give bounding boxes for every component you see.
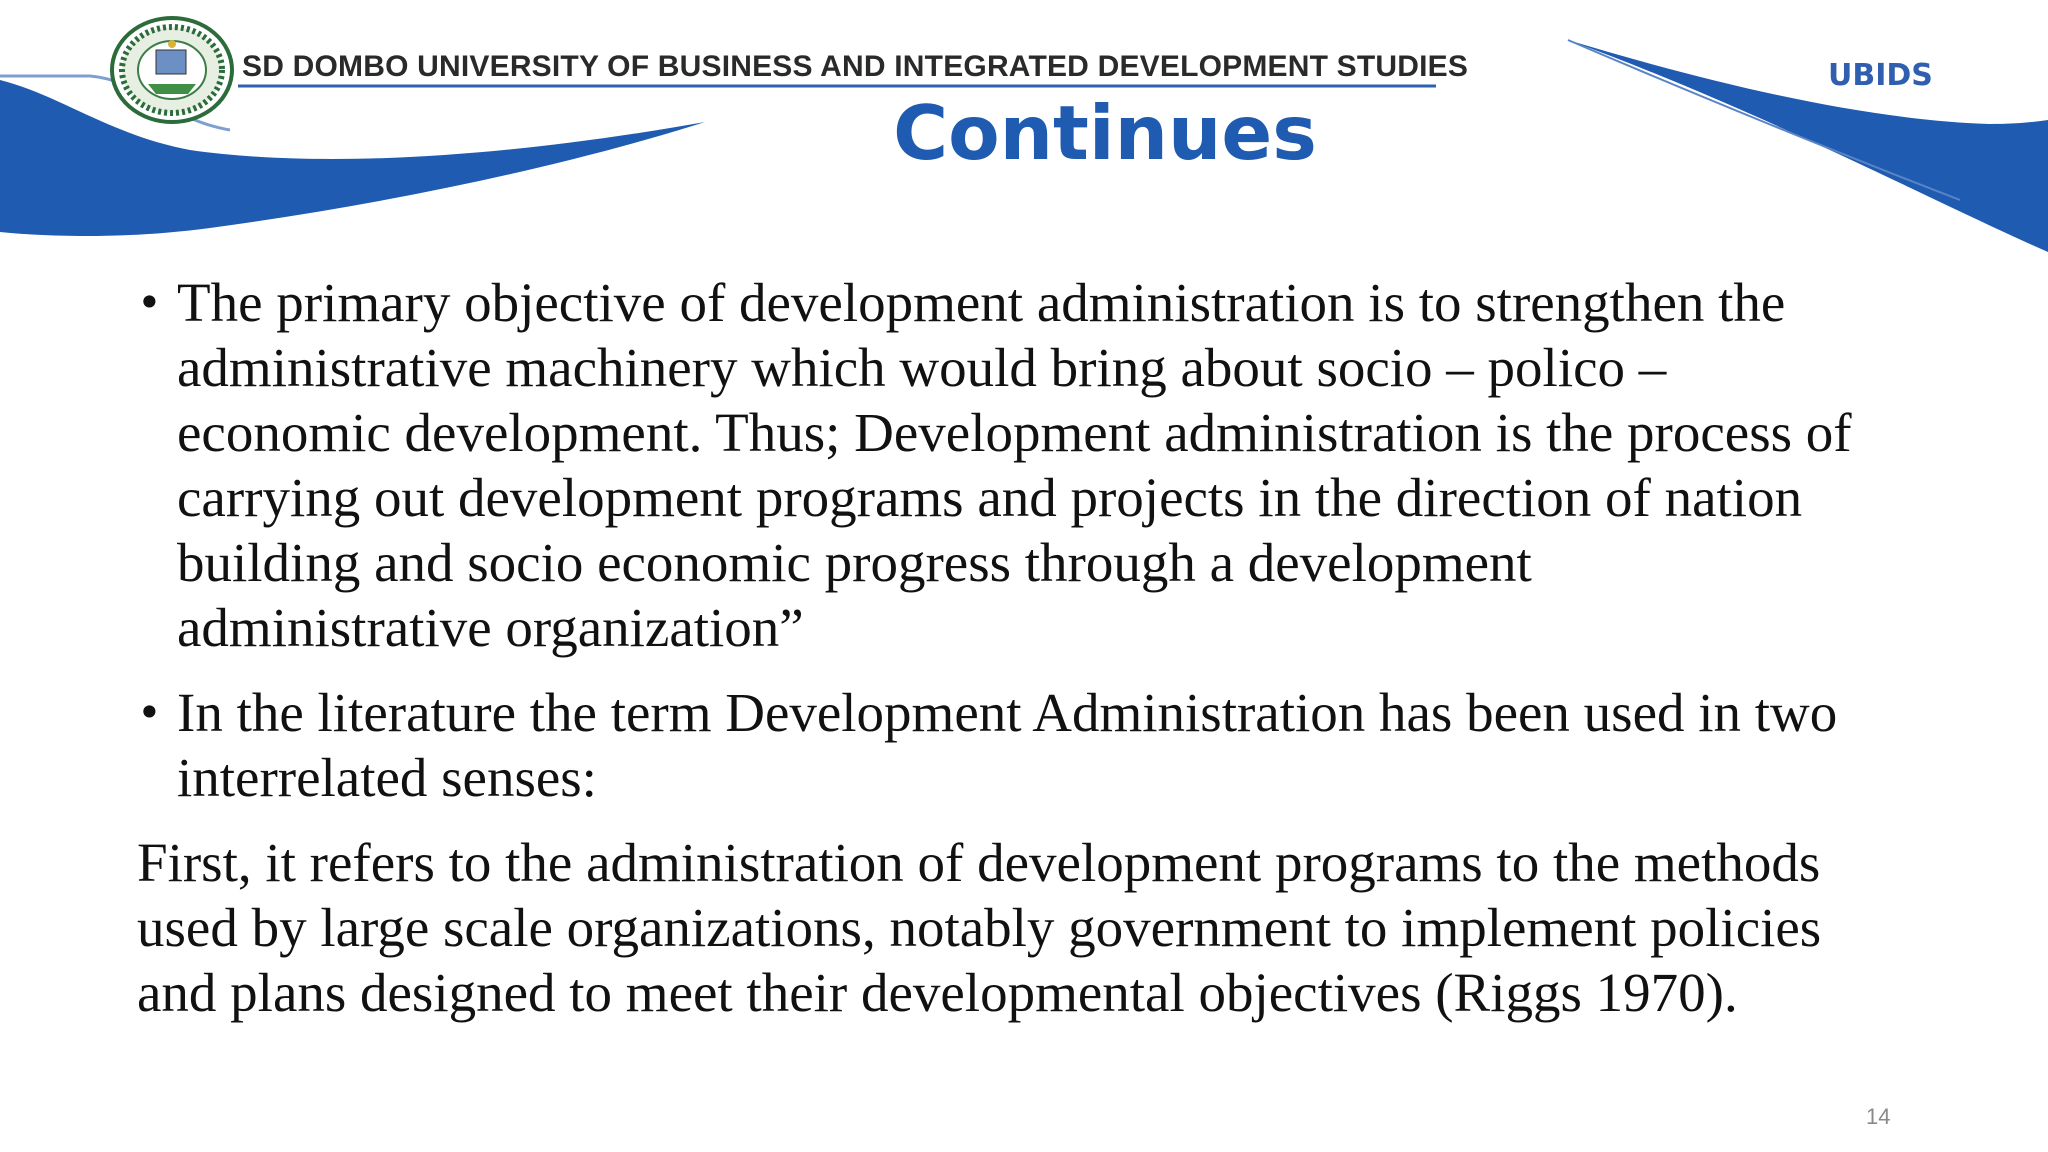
body-paragraph: First, it refers to the administration of development programs to the methods used by large scale organizations, notably government to implement policies and plans designed to meet their developmental objectives (Riggs 1970). xyxy=(137,832,1822,1023)
university-name: SD DOMBO UNIVERSITY OF BUSINESS AND INTEGRATED DEVELOPMENT STUDIES xyxy=(242,50,1469,83)
brand-logo-text: UBIDS xyxy=(1828,58,1933,93)
slide-title: Continues xyxy=(893,89,1317,177)
bullet-dot-icon: • xyxy=(137,278,162,327)
bullet-text: The primary objective of development administration is to strengthen the administrative machinery which would bring about socio – polico – economic development. Thus; Development administration is the process of carrying out development programs and projects in the direction of nation building and socio economic progress through a development administrative organization” xyxy=(177,272,1852,658)
page-number: 14 xyxy=(1866,1104,1891,1129)
slide-body xyxy=(137,270,1857,1025)
bullet-item xyxy=(137,680,1857,810)
bullet-text: In the literature the term Development Administration has been used in two interrelated senses: xyxy=(177,682,1838,808)
bullet-item xyxy=(137,270,1857,660)
bullet-list xyxy=(137,270,1857,810)
university-crest-icon xyxy=(108,14,236,126)
bullet-dot-icon: • xyxy=(137,688,162,737)
